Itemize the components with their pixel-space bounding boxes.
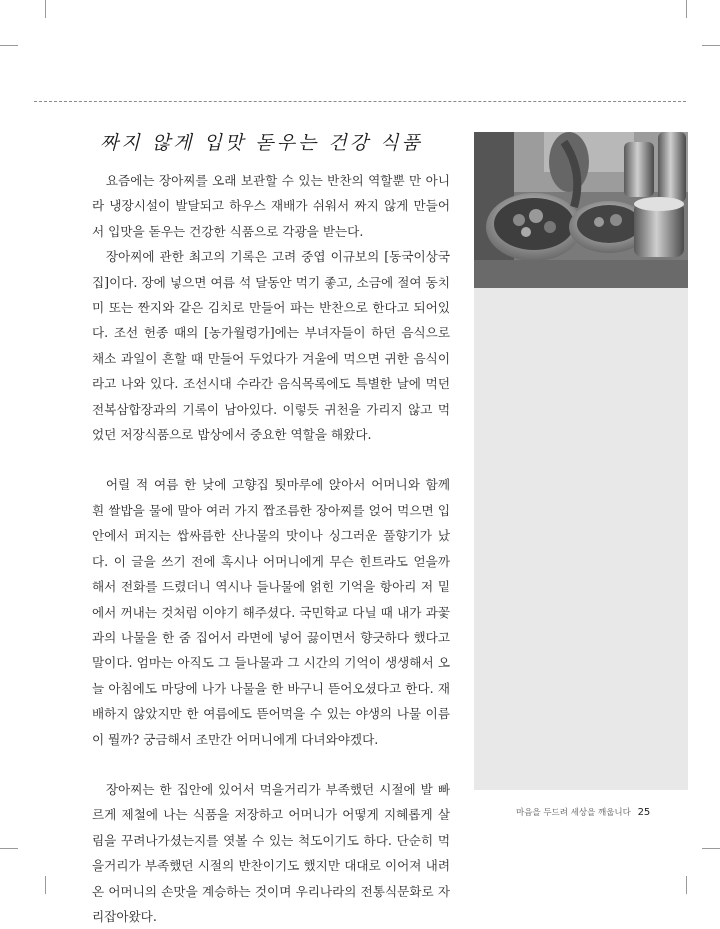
crop-mark bbox=[702, 848, 720, 849]
page-footer bbox=[516, 806, 650, 818]
book-title: 마음을 두드려 세상을 깨웁니다 bbox=[516, 808, 631, 818]
crop-mark bbox=[45, 876, 46, 894]
section-heading: 짜지 않게 입맛 돋우는 건강 식품 bbox=[100, 132, 423, 154]
paragraph: 어릴 적 여름 한 낮에 고향집 툇마루에 앉아서 어머니와 함께 흰 쌀밥을 물에 말아 여러 가지 짭조름한 장아찌를 얹어 먹으면 입안에서 퍼지는 쌉싸름한 산나물의 맛이나 싱그러운 풀향기가 났다. 이 글을 쓰기 전에 혹시나 어머니에게 무슨 힌트라도 얻을까 해서 전화를 드렸더니 역시나 들나물에 얽힌 기억을 항아리 저 밑에서 꺼내는 것처럼 이야기 해주셨다. 국민학교 다닐 때 내가 과꽃과의 나물을 한 줌 집어서 라면에 넣어 끓이면서 향긋하다 했다고 말이다. 엄마는 아직도 그 들나물과 그 시간의 기억이 생생해서 오늘 아침에도 마당에 나가 나물을 한 바구니 뜯어오셨다고 한다. 재배하지 않았지만 한 여름에도 뜯어먹을 수 있는 야생의 나물 이름이 뭘까? 궁금해서 조만간 어머니에게 다녀와야겠다. bbox=[92, 477, 450, 747]
crop-mark bbox=[0, 848, 18, 849]
dotted-divider bbox=[34, 101, 686, 102]
paragraph: 장아찌에 관한 최고의 기록은 고려 중엽 이규보의 [동국이상국집]이다. 장에 넣으면 여름 석 달동안 먹기 좋고, 소금에 절여 동치미 또는 짠지와 같은 김치로 만들어 파는 반찬으로 한다고 되어있다. 조선 헌종 때의 [농가월령가]에는 부녀자들이 하던 음식으로 채소 과일이 흔할 때 만들어 두었다가 겨울에 먹으면 귀한 음식이라고 나와 있다. 조선시대 수라간 음식목록에도 특별한 날에 먹던 전복삼합장과의 기록이 남아있다. 이렇듯 귀천을 가리지 않고 먹었던 저장식품으로 밥상에서 중요한 역할을 해왔다. bbox=[92, 249, 450, 443]
page-number: 25 bbox=[637, 807, 651, 818]
photo-pickle-jars bbox=[474, 132, 688, 288]
paragraph: 장아찌는 한 집안에 있어서 먹을거리가 부족했던 시절에 발 빠르게 제철에 나는 식품을 저장하고 어머니가 어떻게 지혜롭게 살림을 꾸려나가셨는지를 엿볼 수 있는 척도이기도 하다. 단순히 먹을거리가 부족했던 시절의 반찬이기도 했지만 대대로 이어져 내려온 어머니의 손맛을 계승하는 것이며 우리나라의 전통식문화로 자리잡아왔다. bbox=[92, 781, 450, 924]
crop-mark bbox=[702, 45, 720, 46]
article-body bbox=[92, 168, 450, 929]
crop-mark bbox=[686, 876, 687, 894]
paragraph: 요즘에는 장아찌를 오래 보관할 수 있는 반찬의 역할뿐 만 아니라 냉장시설이 발달되고 하우스 재배가 쉬워서 짜지 않게 만들어서 입맛을 돋우는 건강한 식품으로 각광을 받는다. bbox=[92, 173, 450, 239]
crop-mark bbox=[0, 45, 18, 46]
crop-mark bbox=[686, 0, 687, 18]
crop-mark bbox=[45, 0, 46, 18]
